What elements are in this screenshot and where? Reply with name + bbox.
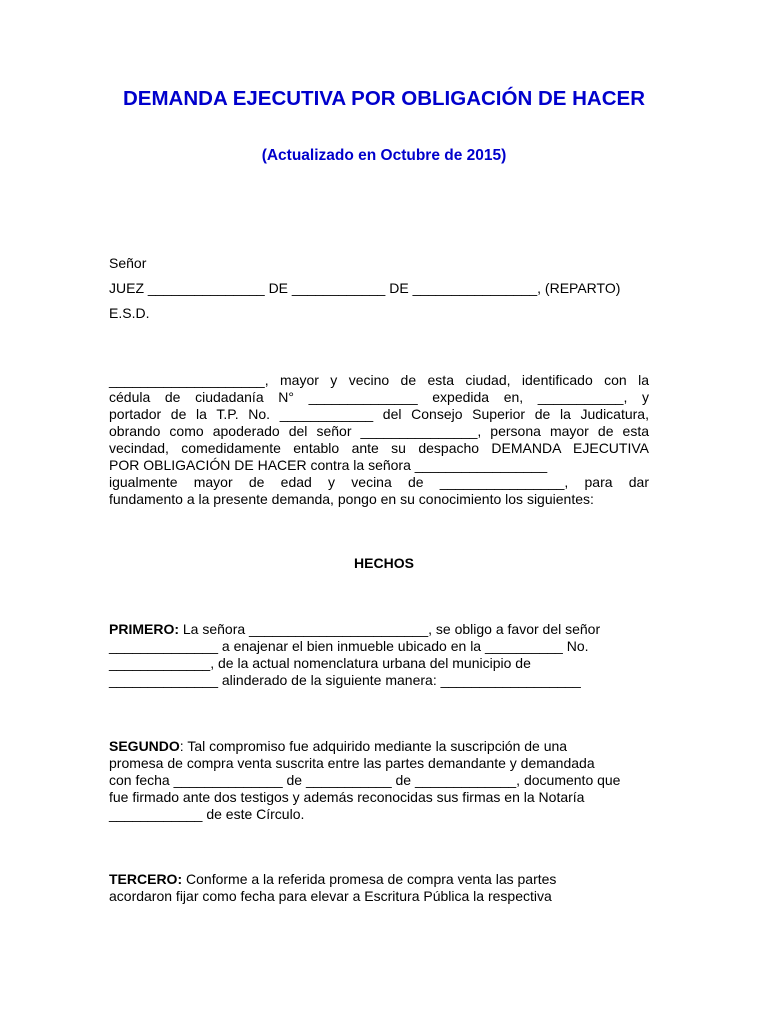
segundo-label: SEGUNDO [109, 738, 180, 754]
judge-line: JUEZ _______________ DE ____________ DE ________________, (REPARTO) [109, 280, 621, 296]
segundo-line: promesa de compra venta suscrita entre las partes demandante y demandada [109, 755, 595, 771]
primero-line: _____________, de la actual nomenclatura urbana del municipio de [109, 655, 531, 671]
segundo-line: ____________ de este Círculo. [109, 806, 305, 822]
tercero-paragraph [109, 871, 649, 905]
intro-line: vecindad, comedidamente entablo ante su despacho DEMANDA EJECUTIVA [109, 440, 649, 456]
intro-line: ____________________, mayor y vecino de esta ciudad, identificado con la [109, 372, 649, 388]
hechos-heading: HECHOS [354, 555, 414, 571]
intro-line: cédula de ciudadanía N° ______________ expedida en, ___________, y [109, 389, 649, 405]
document-title: DEMANDA EJECUTIVA POR OBLIGACIÓN DE HACER [122, 87, 646, 110]
tercero-line [109, 871, 649, 888]
intro-line: POR OBLIGACIÓN DE HACER contra la señora _________________ [109, 457, 548, 473]
salutation: Señor [109, 255, 147, 271]
primero-line: ______________ alinderado de la siguiente manera: __________________ [109, 672, 581, 688]
primero-paragraph [109, 621, 649, 689]
intro-line: obrando como apoderado del señor _______________, persona mayor de esta [109, 423, 649, 439]
segundo-line: fue firmado ante dos testigos y además reconocidas sus firmas en la Notaría [109, 789, 585, 805]
segundo-line: con fecha ______________ de ___________ de _____________, documento que [109, 772, 621, 788]
primero-line [109, 621, 649, 638]
segundo-paragraph [109, 738, 649, 823]
segundo-text: : Tal compromiso fue adquirido mediante la suscripción de una [179, 738, 568, 754]
intro-line: fundamento a la presente demanda, pongo en su conocimiento los siguientes: [109, 491, 594, 507]
primero-label: PRIMERO: [109, 621, 179, 637]
intro-line: igualmente mayor de edad y vecina de ________________, para dar [109, 474, 649, 490]
tercero-line: acordaron fijar como fecha para elevar a Escritura Pública la respectiva [109, 888, 552, 904]
tercero-text: Conforme a la referida promesa de compra venta las partes [182, 871, 557, 887]
esd-line: E.S.D. [109, 305, 150, 321]
tercero-label: TERCERO: [109, 871, 183, 887]
primero-line: ______________ a enajenar el bien inmueble ubicado en la __________ No. [109, 638, 589, 654]
segundo-line [109, 738, 649, 755]
primero-text: La señora _______________________, se obligo a favor del señor [179, 621, 601, 637]
intro-paragraph [109, 372, 649, 508]
document-subtitle: (Actualizado en Octubre de 2015) [261, 147, 507, 164]
intro-line: portador de la T.P. No. ____________ del Consejo Superior de la Judicatura, [109, 406, 649, 422]
